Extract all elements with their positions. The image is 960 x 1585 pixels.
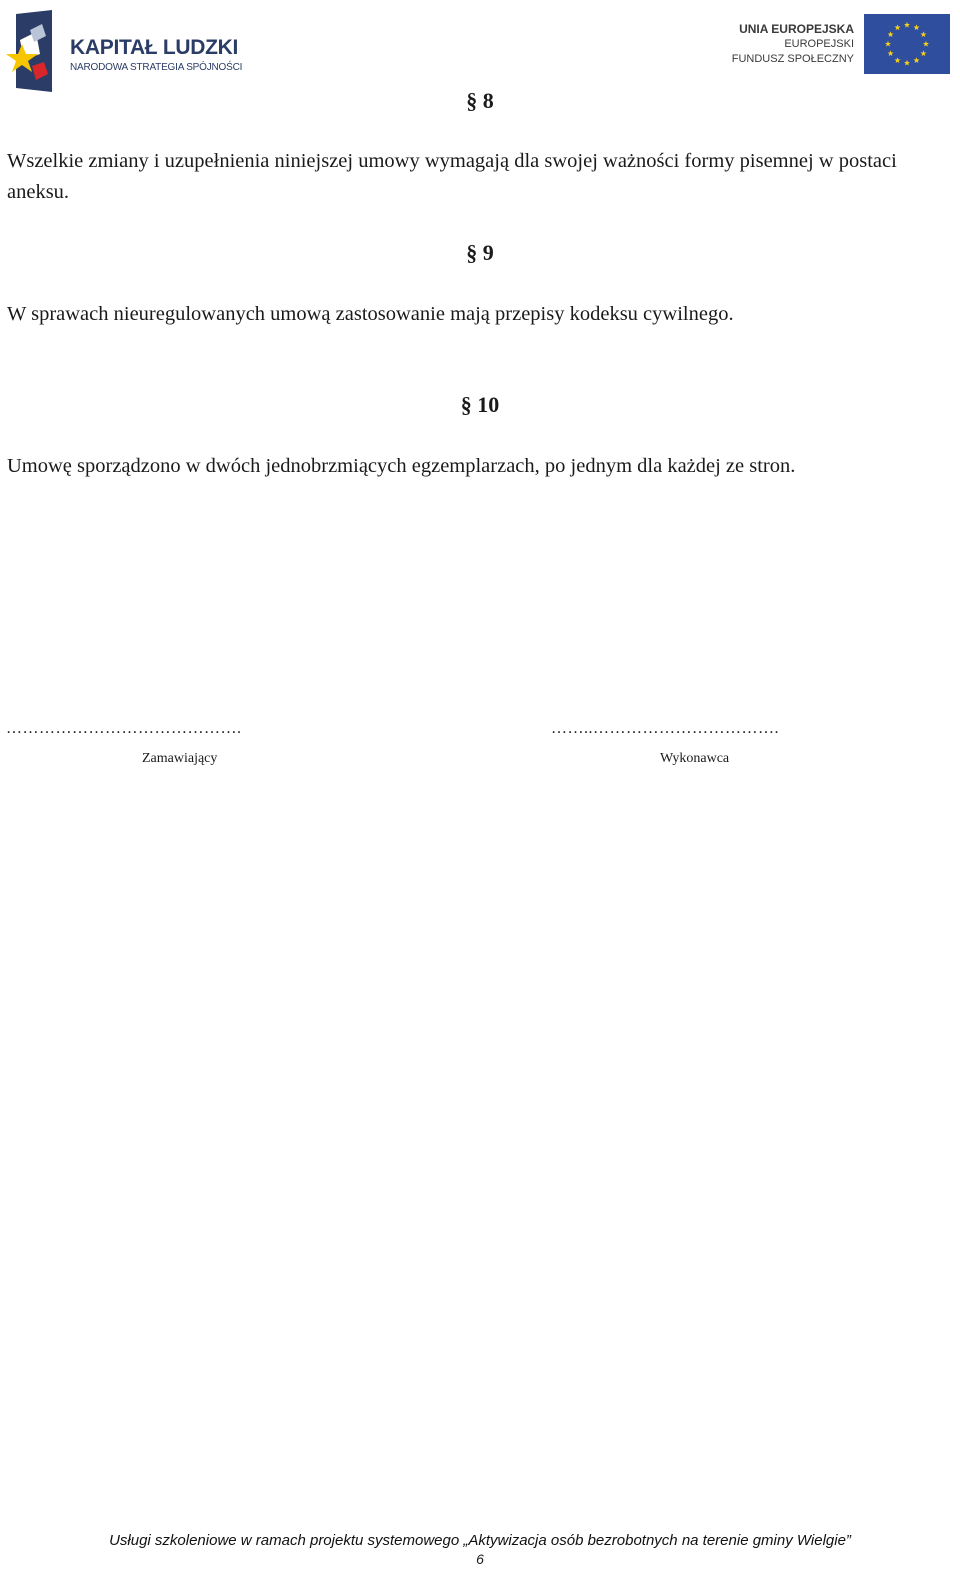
eu-line-3: FUNDUSZ SPOŁECZNY — [731, 53, 854, 65]
section-10-text: Umowę sporządzono w dwóch jednobrzmiących egzemplarzach, po jednym dla każdej ze stron. — [7, 455, 796, 477]
section-10-heading: § 10 — [460, 392, 500, 417]
eu-flag-icon — [864, 14, 950, 74]
section-8-heading: § 8 — [466, 88, 494, 113]
eu-line-1: UNIA EUROPEJSKA — [739, 22, 854, 36]
footer-project-text: Usługi szkoleniowe w ramach projektu systemowego „Aktywizacja osób bezrobotnych na terenie gminy Wielgie” — [109, 1532, 851, 1549]
signature-label-right: Wykonawca — [660, 751, 730, 766]
page-number: 6 — [476, 1551, 484, 1567]
section-8-text: Wszelkie zmiany i uzupełnienia niniejszej umowy wymagają dla swojej ważności formy pisemnej w postaci aneksu. — [7, 150, 897, 203]
kapital-ludzki-logo — [6, 10, 246, 94]
eu-logo-text — [732, 22, 854, 67]
logo-subtitle: NARODOWA STRATEGIA SPÓJNOŚCI — [70, 62, 243, 73]
signature-line-left: ……………………………………. — [6, 720, 242, 737]
kapital-ludzki-emblem-icon — [6, 10, 58, 94]
eu-line-2: EUROPEJSKI — [784, 38, 854, 50]
section-9-text: W sprawach nieuregulowanych umową zastosowanie mają przepisy kodeksu cywilnego. — [7, 303, 734, 325]
signature-line-right: ……..……………………………. — [551, 720, 779, 737]
section-9-heading: § 9 — [466, 240, 494, 265]
eu-logo — [730, 14, 950, 76]
signature-label-left: Zamawiający — [142, 751, 218, 766]
logo-title: KAPITAŁ LUDZKI — [70, 36, 239, 59]
